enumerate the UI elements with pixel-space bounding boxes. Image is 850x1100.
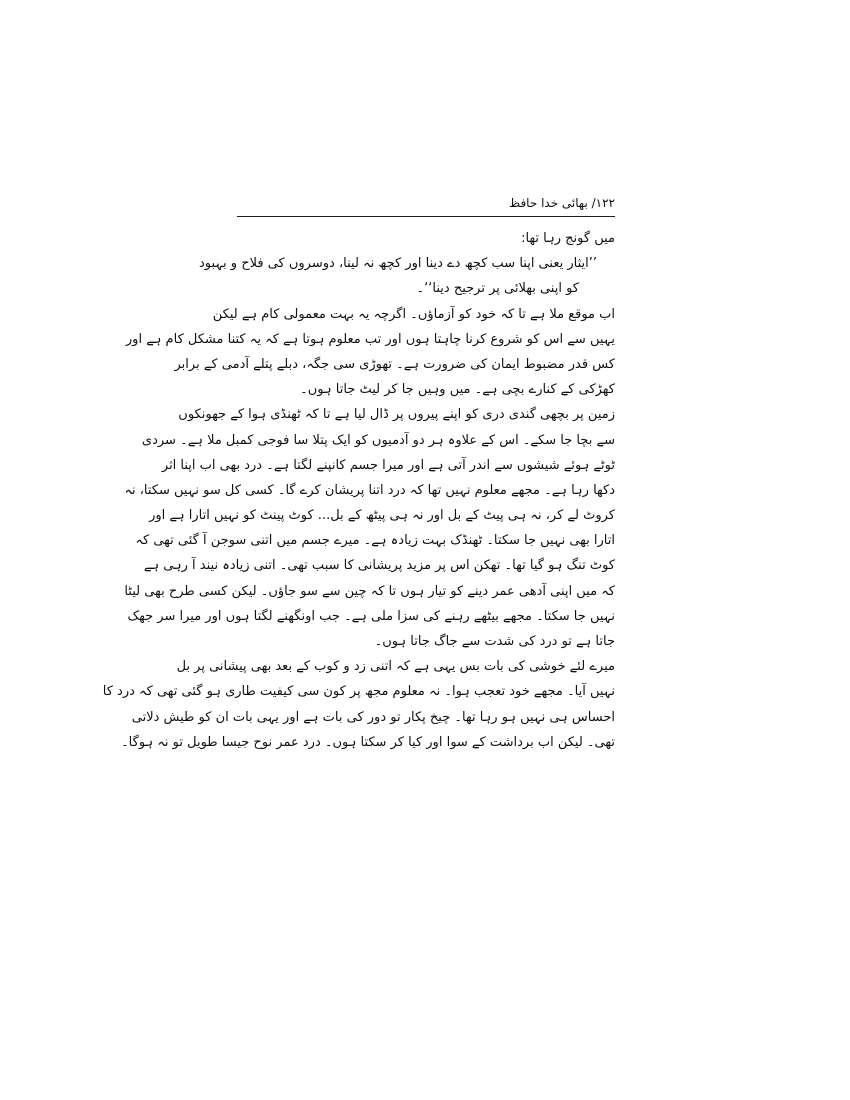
- text-line: میرے لئے خوشی کی بات بس یہی ہے کہ اتنی زد و کوب کے بعد بھی پیشانی پر بل: [176, 659, 615, 675]
- text-line: کو اپنی بھلائی پر ترجیح دینا‘‘۔: [416, 281, 579, 297]
- header-divider: [237, 216, 615, 217]
- running-header: [237, 190, 615, 216]
- text-line: نہیں آیا۔ مجھے خود تعجب ہوا۔ نہ معلوم مجھ پر کون سی کیفیت طاری ہو گئی تھی کہ درد کا: [102, 684, 615, 700]
- text-line: زمین پر بچھی گندی دری کو اپنے پیروں پر ڈال لیا ہے تا کہ ٹھنڈی ہوا کے جھونکوں: [178, 407, 615, 423]
- text-line: یہیں سے اس کو شروع کرنا چاہتا ہوں اور تب معلوم ہوتا ہے کہ یہ کتنا مشکل کام ہے اور: [125, 331, 615, 347]
- text-line: احساس ہی نہیں ہو رہا تھا۔ چیخ پکار تو دور کی بات ہے اور یہی بات ان کو طیش دلاتی: [131, 709, 615, 725]
- text-line: نہیں جا سکتا۔ مجھے بیٹھے رہنے کی سزا ملی ہے۔ جب اونگھنے لگتا ہوں اور میرا سر جھک: [127, 608, 615, 624]
- text-line: کروٹ لے کر، نہ ہی پیٹ کے بل اور نہ ہی پیٹھ کے بل... کوٹ پینٹ کو نہیں اتارا ہے اور: [149, 508, 615, 524]
- text-line: اتارا بھی نہیں جا سکتا۔ ٹھنڈک بہت زیادہ ہے۔ میرے جسم میں اتنی سوجن آ گئی تھی کہ: [135, 533, 615, 549]
- text-line: میں گونج رہا تھا:: [521, 231, 615, 246]
- text-line: کھڑکی کے کنارے بچی ہے۔ میں وہیں جا کر لیٹ جاتا ہوں۔: [300, 382, 615, 398]
- text-line: اب موقع ملا ہے تا کہ خود کو آزماؤں۔ اگرچہ یہ بہت معمولی کام ہے لیکن: [212, 306, 615, 322]
- text-line: سے بچا جا سکے۔ اس کے علاوہ ہر دو آدمیوں کو ایک پتلا سا فوجی کمبل ملا ہے۔ سردی: [141, 432, 615, 448]
- text-line: ’’ایثار یعنی اپنا سب کچھ دے دینا اور کچھ نہ لینا، دوسروں کی فلاح و بہبود: [199, 256, 597, 272]
- text-line: دکھا رہا ہے۔ مجھے معلوم نہیں تھا کہ درد اتنا پریشان کرے گا۔ کسی کل سو نہیں سکتا، نہ: [124, 482, 615, 498]
- text-line: جاتا ہے تو درد کی شدت سے جاگ جاتا ہوں۔: [374, 634, 615, 649]
- text-line: کس قدر مضبوط ایمان کی ضرورت ہے۔ تھوڑی سی جگہ، دبلے پتلے آدمی کے برابر: [174, 356, 615, 372]
- body-text: [102, 226, 615, 755]
- text-line: ٹوٹے ہوئے شیشوں سے اندر آتی ہے اور میرا جسم کانپنے لگتا ہے۔ درد بھی اب اپنا اثر: [161, 457, 615, 473]
- text-line: تھی۔ لیکن اب برداشت کے سوا اور کیا کر سکتا ہوں۔ درد عمر نوح جیسا طویل تو نہ ہوگا۔: [121, 734, 615, 750]
- text-line: کہ میں اپنی آدھی عمر دینے کو تیار ہوں تا کہ چین سے سو جاؤں۔ لیکن کسی طرح بھی لیٹا: [124, 583, 615, 599]
- running-title: ۱۲۲/ بھائی خدا حافظ: [509, 196, 615, 210]
- text-line: کوٹ تنگ ہو گیا تھا۔ تھکن اس پر مزید پریشانی کا سبب تھی۔ اتنی زیادہ نیند آ رہی ہے: [143, 558, 615, 574]
